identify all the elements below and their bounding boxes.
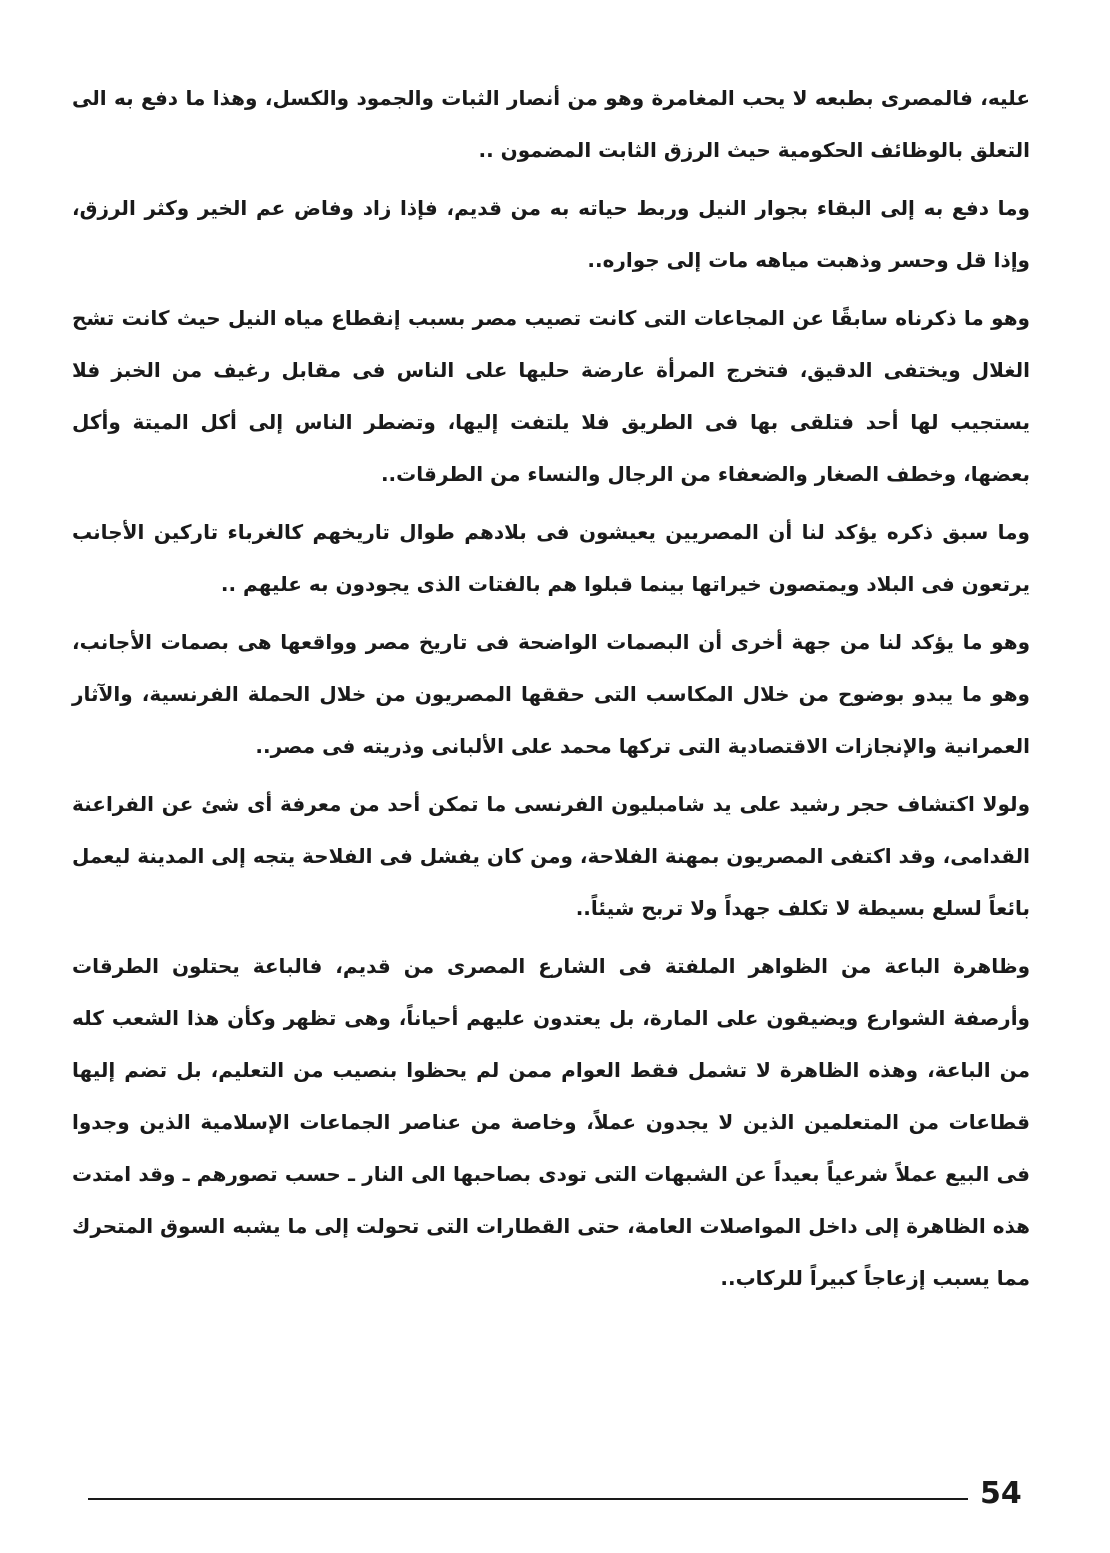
- paragraph-1: عليه، فالمصرى بطبعه لا يحب المغامرة وهو من أنصار الثبات والجمود والكسل، وهذا ما دفع به الى التعلق بالوظائف الحكومية حيث الرزق الثابت المضمون ..: [72, 86, 1030, 162]
- paragraph-7: وظاهرة الباعة من الظواهر الملفتة فى الشارع المصرى من قديم، فالباعة يحتلون الطرقات وأرصفة الشوارع ويضيقون على المارة، بل يعتدون عليهم أحياناً، وهى تظهر وكأن هذا الشعب كله من الباعة، وهذه الظاهرة لا تشمل فقط العوام ممن لم يحظوا بنصيب من التعليم، بل تضم إليها قطاعات من المتعلمين الذين لا يجدون عملاً، وخاصة من عناصر الجماعات الإسلامية الذين وجدوا فى البيع عملاً شرعياً بعيداً عن الشبهات التى تودى بصاحبها الى النار ـ حسب تصورهم ـ وقد امتدت هذه الظاهرة إلى داخل المواصلات العامة، حتى القطارات التى تحولت إلى ما يشبه السوق المتحرك مما يسبب إزعاجاً كبيراً للركاب..: [72, 954, 1030, 1290]
- paragraph-3: وهو ما ذكرناه سابقًا عن المجاعات التى كانت تصيب مصر بسبب إنقطاع مياه النيل حيث كانت تشح الغلال ويختفى الدقيق، فتخرج المرأة عارضة حليها على الناس فى مقابل رغيف من الخبز فلا يستجيب لها أحد فتلقى بها فى الطريق فلا يلتفت إليها، وتضطر الناس إلى أكل الميتة وأكل بعضها، وخطف الصغار والضعفاء من الرجال والنساء من الطرقات..: [72, 306, 1030, 486]
- paragraph-6: ولولا اكتشاف حجر رشيد على يد شامبليون الفرنسى ما تمكن أحد من معرفة أى شئ عن الفراعنة القدامى، وقد اكتفى المصريون بمهنة الفلاحة، ومن كان يفشل فى الفلاحة يتجه إلى المدينة ليعمل بائعاً لسلع بسيطة لا تكلف جهداً ولا تربح شيئاً..: [72, 792, 1030, 920]
- paragraph-2: وما دفع به إلى البقاء بجوار النيل وربط حياته به من قديم، فإذا زاد وفاض عم الخير وكثر الرزق، وإذا قل وحسر وذهبت مياهه مات إلى جواره..: [72, 196, 1030, 272]
- paragraph-5: وهو ما يؤكد لنا من جهة أخرى أن البصمات الواضحة فى تاريخ مصر وواقعها هى بصمات الأجانب، وهو ما يبدو بوضوح من خلال المكاسب التى حققها المصريون من خلال الحملة الفرنسية، والآثار العمرانية والإنجازات الاقتصادية التى تركها محمد على الألبانى وذريته فى مصر..: [72, 630, 1030, 758]
- paragraph-4: وما سبق ذكره يؤكد لنا أن المصريين يعيشون فى بلادهم طوال تاريخهم كالغرباء تاركين الأجانب يرتعون فى البلاد ويمتصون خيراتها بينما قبلوا هم بالفتات الذى يجودون به عليهم ..: [72, 520, 1030, 596]
- body-text: [72, 72, 1030, 1310]
- footer-divider: [88, 1498, 968, 1500]
- page-number: 54: [980, 1476, 1022, 1511]
